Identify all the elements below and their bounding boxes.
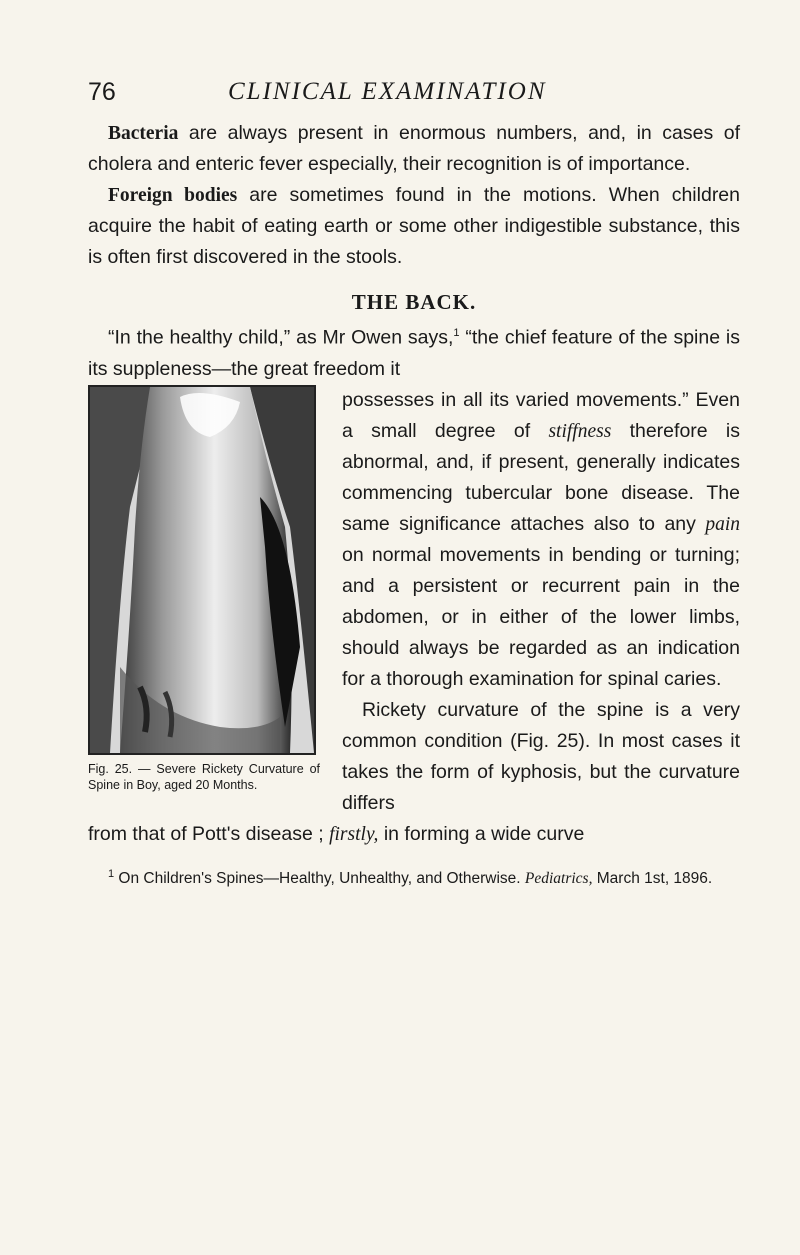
footnote-date: March 1st, 1896. — [592, 869, 713, 887]
term-bacteria: Bacteria — [108, 123, 179, 144]
paragraph-back-intro — [88, 318, 740, 385]
page — [88, 78, 740, 904]
potts-text-a: from that of Pott's disease ; — [88, 822, 330, 845]
footnote-journal: Pediatrics, — [524, 869, 593, 887]
paragraph-bacteria-text: are always present in enormous numbers, and, in cases of cholera and enteric fever especially, their recognition is of importance. — [88, 122, 740, 175]
paragraph-foreign-bodies-text: are sometimes found in the motions. When children acquire the habit of eating earth or some other indigestible substance, this is often first discovered in the stools. — [88, 184, 740, 268]
quote-open: “In the healthy child,” as Mr Owen says, — [108, 326, 454, 349]
footnote-text: On Children's Spines—Healthy, Unhealthy, and Otherwise. — [114, 869, 525, 887]
term-stiffness: stiffness — [548, 420, 612, 442]
footnote-ref: 1 — [453, 327, 460, 339]
running-title: CLINICAL EXAMINATION — [228, 78, 547, 105]
paragraph-rickety — [342, 695, 740, 819]
footnote-mark: 1 — [108, 867, 115, 880]
term-pain: pain — [705, 513, 740, 535]
term-foreign-bodies: Foreign bodies — [108, 185, 238, 206]
term-firstly: firstly, — [329, 823, 379, 845]
figure — [88, 385, 320, 793]
wrapped-paragraph — [342, 385, 740, 695]
wrap-text-c: on normal movements in bending or turning; and a persistent or recurrent pain in the abdomen, or in either of the lower limbs, should always be regarded as an indication for a thorough examination for spinal caries. — [342, 543, 740, 690]
quote-close: “the chief feature of the spine is its suppleness—the great freedom it — [88, 326, 740, 380]
paragraph-bacteria — [88, 118, 740, 180]
footnote — [88, 864, 740, 889]
paragraph-potts — [88, 819, 740, 850]
photo-back-illustration — [90, 387, 314, 753]
wrap-text-b: therefore is abnormal, and, if present, generally indicates commencing tubercular bone disease. The same significance attaches also to any — [342, 419, 740, 535]
rickety-text: Rickety curvature of the spine is a very common condition (Fig. 25). In most cases it takes the form of kyphosis, but the curvature differs — [342, 698, 740, 814]
section-heading: THE BACK. — [351, 290, 477, 314]
wrap-text-a: possesses in all its varied movements.” Even a small degree of — [342, 388, 740, 442]
potts-text-b: in forming a wide curve — [378, 822, 585, 845]
figure-photo — [88, 385, 316, 755]
figure-caption: Fig. 25. — Severe Rickety Curvature of Spine in Boy, aged 20 Months. — [88, 761, 320, 792]
running-head — [88, 78, 740, 118]
paragraph-foreign-bodies — [88, 180, 740, 273]
page-number: 76 — [88, 78, 116, 106]
figure-wrap — [88, 385, 740, 819]
